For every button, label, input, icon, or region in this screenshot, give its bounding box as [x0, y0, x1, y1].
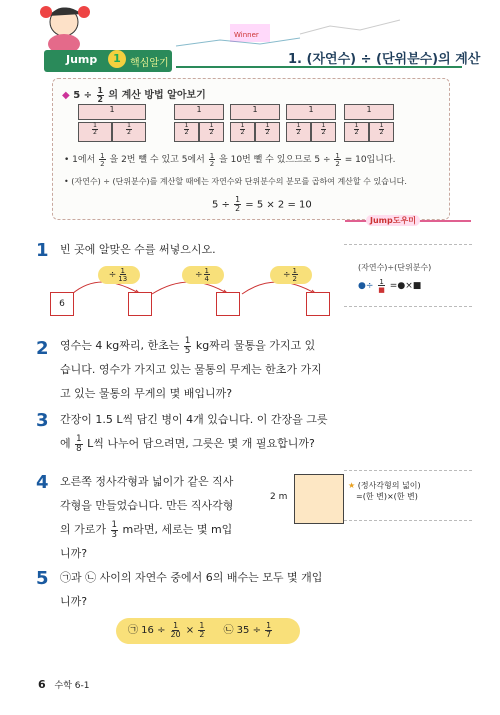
sidebar-divider — [344, 520, 472, 521]
q2-number: 2 — [36, 338, 49, 359]
q1-start-box: 6 — [50, 292, 74, 316]
panel-equation: 5 ÷ $\frac{1}{2}$ = 5 × 2 = 10 — [212, 195, 312, 213]
star-icon: ★ — [348, 481, 356, 490]
square-side-label: 2 m — [270, 492, 288, 502]
q5-number: 5 — [36, 568, 49, 589]
panel-note-2: • (자연수) ÷ (단위분수)를 계산할 때에는 자연수와 단위분수의 분모를 곱하여 계산할 수 있습니다. — [64, 177, 407, 186]
chapter-title: 1. (자연수) ÷ (단위분수)의 계산 — [288, 52, 481, 67]
sidebar-divider — [344, 470, 472, 471]
panel-heading: ◆ 5 ÷ $\frac{1}{2}$ 의 계산 방법 알아보기 — [62, 85, 206, 104]
q1-text: 빈 곳에 알맞은 수를 써넣으시오. — [60, 243, 216, 256]
sidebar-divider — [344, 306, 472, 307]
square-figure — [294, 474, 344, 524]
diamond-icon: ◆ — [62, 90, 70, 101]
whole-bar: 1 — [78, 104, 146, 120]
q2-text: 영수는 4 kg짜리, 한초는 $\frac{1}{5}$ kg짜리 물통을 가지고 있 습니다. 영수가 가지고 있는 물통의 무게는 한초가 가지 고 있는 물통의 무게의 몇 배입니까? — [60, 335, 322, 400]
half-bar: $\frac{1}{2}$ — [230, 122, 255, 142]
half-bar: $\frac{1}{2}$ — [174, 122, 199, 142]
half-bar: $\frac{1}{2}$ — [311, 122, 336, 142]
panel-note-1: • 1에서 $\frac{1}{2}$ 을 2번 뺄 수 있고 5에서 $\frac{1}{2}$ 을 10번 뺄 수 있으므로 5 ÷ $\frac{1}{2}$ = 10입니다. — [64, 151, 396, 169]
page-footer: 6 수학 6-1 — [38, 678, 90, 691]
jump-label: Jump — [66, 53, 98, 66]
q4-text: 오른쪽 정사각형과 넓이가 같은 직사 각형을 만들었습니다. 만든 직사각형 의 가로가 $\frac{1}{3}$ m라면, 세로는 몇 m입 니까? — [60, 475, 234, 560]
sidebar-formula-title: (자연수)÷(단위분수) — [358, 263, 432, 272]
whole-bar: 1 — [230, 104, 280, 120]
half-bar: $\frac{1}{2}$ — [255, 122, 280, 142]
whole-bar: 1 — [174, 104, 224, 120]
q1-answer-box[interactable] — [306, 292, 330, 316]
half-bar: $\frac{1}{2}$ — [199, 122, 224, 142]
sidebar-formula: ●÷ $\frac{1}{■}$ =●×■ — [358, 277, 422, 295]
q1-number: 1 — [36, 240, 49, 261]
q1-operator-pill: ÷ $\frac{1}{13}$ — [98, 266, 140, 284]
q5-text: ㉠과 ㉡ 사이의 자연수 중에서 6의 배수는 모두 몇 개입 니까? — [60, 571, 323, 608]
fraction-bars — [78, 104, 418, 146]
q4-number: 4 — [36, 472, 49, 493]
jump-subtitle: 핵심알기 — [130, 58, 169, 69]
q5-expressions: ㉠ 16 ÷ $\frac{1}{20}$ × $\frac{1}{2}$ ㉡ 35 ÷ $\frac{1}{7}$ — [116, 618, 300, 644]
half-bar: $\frac{1}{2}$ — [369, 122, 394, 142]
q1-answer-box[interactable] — [216, 292, 240, 316]
half-bar: $\frac{1}{2}$ — [78, 122, 112, 142]
half-bar: $\frac{1}{2}$ — [286, 122, 311, 142]
whole-bar: 1 — [344, 104, 394, 120]
q1-answer-box[interactable] — [128, 292, 152, 316]
half-bar: $\frac{1}{2}$ — [112, 122, 146, 142]
svg-text:Winner: Winner — [234, 31, 259, 39]
sidebar-divider — [344, 244, 472, 245]
whole-bar: 1 — [286, 104, 336, 120]
q3-number: 3 — [36, 410, 49, 431]
q1-operator-pill: ÷ $\frac{1}{2}$ — [270, 266, 312, 284]
jump-number: 1 — [108, 50, 126, 68]
half-bar: $\frac{1}{2}$ — [344, 122, 369, 142]
q1-operator-pill: ÷ $\frac{1}{4}$ — [182, 266, 224, 284]
helper-tag: Jump도우미 — [366, 215, 420, 226]
q3-text: 간장이 1.5 L씩 담긴 병이 4개 있습니다. 이 간장을 그릇 에 $\frac{1}{8}$ L씩 나누어 담으려면, 그릇은 몇 개 필요합니까? — [60, 413, 328, 454]
sidebar-square-note: ★ (정사각형의 넓이) =(한 변)×(한 변) — [348, 481, 421, 501]
